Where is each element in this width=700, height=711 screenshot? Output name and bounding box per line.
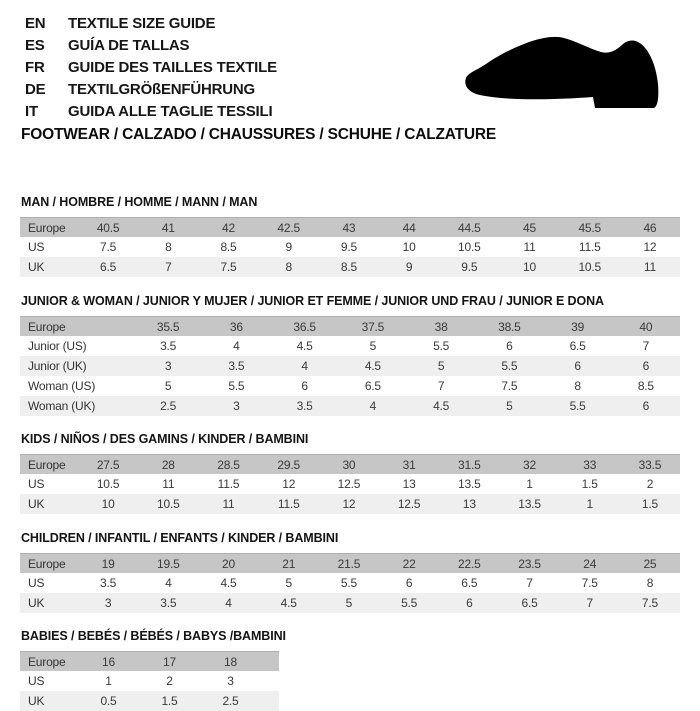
size-value: 11.5 bbox=[217, 477, 240, 491]
size-value: 41 bbox=[161, 221, 175, 235]
size-value: 9.5 bbox=[461, 260, 478, 274]
size-value: 5.5 bbox=[401, 596, 418, 610]
size-value: 25 bbox=[643, 557, 657, 571]
size-value: 33.5 bbox=[638, 458, 662, 472]
size-value: 35.5 bbox=[156, 320, 180, 334]
section-children bbox=[20, 531, 680, 613]
table-row bbox=[20, 336, 680, 356]
language-code: EN bbox=[25, 15, 46, 32]
size-value: 1.5 bbox=[581, 477, 598, 491]
dress-shoe-icon bbox=[462, 33, 662, 113]
table-row bbox=[20, 691, 279, 711]
size-value: 37.5 bbox=[361, 320, 385, 334]
size-value: 8.5 bbox=[637, 379, 654, 393]
row-label: Europe bbox=[28, 221, 66, 235]
row-label: Woman (US) bbox=[28, 379, 96, 393]
size-value: 6 bbox=[466, 596, 473, 610]
section-man bbox=[20, 195, 680, 277]
size-value: 4.5 bbox=[296, 339, 313, 353]
category-heading: FOOTWEAR / CALZADO / CHAUSSURES / SCHUHE / CALZATURE bbox=[21, 126, 496, 143]
size-value: 16 bbox=[102, 655, 115, 669]
table-title-kids: KIDS / NIÑOS / DES GAMINS / KINDER / BAMBINI bbox=[21, 432, 309, 446]
size-value: 5 bbox=[164, 379, 172, 393]
size-value: 44 bbox=[402, 221, 416, 235]
size-value: 12 bbox=[342, 497, 356, 511]
size-value: 1 bbox=[586, 497, 593, 511]
size-value: 19.5 bbox=[157, 557, 180, 571]
size-value: 13 bbox=[462, 497, 476, 511]
size-value: 42 bbox=[222, 221, 235, 235]
size-value: 7.5 bbox=[641, 596, 658, 610]
size-value: 11 bbox=[162, 477, 175, 491]
size-value: 5.5 bbox=[433, 339, 450, 353]
size-value: 7 bbox=[586, 596, 593, 610]
size-value: 6.5 bbox=[100, 260, 117, 274]
size-table-kids bbox=[20, 454, 680, 514]
size-value: 31.5 bbox=[458, 458, 481, 472]
language-title: GUÍA DE TALLAS bbox=[68, 37, 190, 54]
size-table-babies bbox=[20, 651, 279, 711]
row-label: US bbox=[28, 674, 45, 688]
size-value: 32 bbox=[523, 458, 536, 472]
size-value: 29.5 bbox=[277, 458, 300, 472]
size-value: 4 bbox=[301, 359, 308, 373]
language-row-it bbox=[25, 101, 277, 123]
size-value: 8.5 bbox=[220, 240, 237, 254]
size-tables bbox=[20, 195, 680, 711]
size-value: 13.5 bbox=[458, 477, 481, 491]
size-value: 27.5 bbox=[96, 458, 120, 472]
size-value: 10 bbox=[402, 240, 416, 254]
language-code: FR bbox=[25, 59, 45, 76]
row-label: US bbox=[28, 240, 45, 254]
row-label: Junior (US) bbox=[28, 339, 87, 353]
size-value: 7.5 bbox=[100, 240, 117, 254]
language-row-es bbox=[25, 35, 277, 57]
size-value: 1 bbox=[105, 674, 112, 688]
size-value: 5.5 bbox=[501, 359, 518, 373]
size-table-junior-woman bbox=[20, 316, 680, 416]
size-value: 2 bbox=[166, 674, 173, 688]
size-value: 5.5 bbox=[340, 576, 357, 590]
size-value: 31 bbox=[402, 458, 416, 472]
section-babies bbox=[20, 629, 680, 711]
size-value: 11 bbox=[222, 497, 235, 511]
row-label: UK bbox=[28, 596, 45, 610]
size-value: 2 bbox=[646, 477, 654, 491]
size-value: 6.5 bbox=[521, 596, 538, 610]
size-value: 3.5 bbox=[296, 399, 313, 413]
size-value: 20 bbox=[222, 557, 235, 571]
size-value: 4 bbox=[233, 339, 240, 353]
row-label: Europe bbox=[28, 557, 66, 571]
language-row-de bbox=[25, 79, 277, 101]
language-list bbox=[25, 13, 277, 123]
size-value: 4.5 bbox=[364, 359, 381, 373]
table-row bbox=[20, 593, 680, 613]
size-value: 7.5 bbox=[501, 379, 518, 393]
row-label: Woman (UK) bbox=[28, 399, 96, 413]
row-label: UK bbox=[28, 260, 45, 274]
size-value: 3.5 bbox=[100, 576, 117, 590]
size-value: 9 bbox=[405, 260, 413, 274]
size-value: 3 bbox=[164, 359, 172, 373]
table-title-children: CHILDREN / INFANTIL / ENFANTS / KINDER / BAMBINI bbox=[21, 531, 339, 545]
size-value: 8 bbox=[646, 576, 654, 590]
size-value: 8.5 bbox=[340, 260, 357, 274]
size-value: 11.5 bbox=[578, 240, 601, 254]
size-value: 13.5 bbox=[518, 497, 541, 511]
size-value: 6 bbox=[574, 359, 581, 373]
size-value: 10 bbox=[523, 260, 536, 274]
table-title-babies: BABIES / BEBÉS / BÉBÉS / BABYS /BAMBINI bbox=[21, 629, 286, 643]
size-table-man bbox=[20, 217, 680, 277]
table-row bbox=[20, 494, 680, 514]
table-row bbox=[20, 257, 680, 277]
size-value: 45.5 bbox=[578, 221, 601, 235]
size-value: 1 bbox=[526, 477, 533, 491]
size-table-children bbox=[20, 553, 680, 613]
size-value: 8 bbox=[165, 240, 172, 254]
language-title: TEXTILE SIZE GUIDE bbox=[68, 15, 216, 32]
size-value: 3.5 bbox=[228, 359, 245, 373]
row-label: UK bbox=[28, 694, 45, 708]
language-code: IT bbox=[25, 103, 38, 120]
section-kids bbox=[20, 432, 680, 514]
size-value: 39 bbox=[571, 320, 585, 334]
size-value: 4.5 bbox=[220, 576, 237, 590]
size-value: 9 bbox=[285, 240, 292, 254]
size-value: 43 bbox=[342, 221, 356, 235]
size-value: 36 bbox=[229, 320, 243, 334]
row-label: Europe bbox=[28, 458, 66, 472]
size-value: 8 bbox=[574, 379, 581, 393]
size-value: 11 bbox=[523, 240, 536, 254]
row-label: US bbox=[28, 576, 45, 590]
size-value: 22.5 bbox=[458, 557, 481, 571]
language-row-en bbox=[25, 13, 277, 35]
size-value: 40.5 bbox=[96, 221, 120, 235]
header-row bbox=[20, 316, 680, 336]
size-value: 23.5 bbox=[518, 557, 541, 571]
size-value: 3.5 bbox=[160, 596, 177, 610]
size-value: 10.5 bbox=[578, 260, 601, 274]
size-value: 33 bbox=[583, 458, 597, 472]
size-value: 24 bbox=[583, 557, 597, 571]
size-value: 6 bbox=[405, 576, 413, 590]
size-value: 38.5 bbox=[498, 320, 521, 334]
size-value: 6.5 bbox=[461, 576, 478, 590]
size-value: 4 bbox=[225, 596, 232, 610]
size-value: 6.5 bbox=[569, 339, 586, 353]
size-value: 7.5 bbox=[220, 260, 237, 274]
row-label: Junior (UK) bbox=[28, 359, 87, 373]
size-value: 45 bbox=[523, 221, 536, 235]
size-value: 4.5 bbox=[433, 399, 450, 413]
size-value: 8 bbox=[285, 260, 292, 274]
size-value: 12.5 bbox=[397, 497, 421, 511]
size-value: 40 bbox=[639, 320, 653, 334]
row-label: Europe bbox=[28, 655, 66, 669]
size-value: 7 bbox=[437, 379, 445, 393]
size-value: 13 bbox=[402, 477, 416, 491]
size-value: 10.5 bbox=[96, 477, 120, 491]
size-value: 10 bbox=[101, 497, 115, 511]
language-code: ES bbox=[25, 37, 45, 54]
size-value: 21.5 bbox=[337, 557, 361, 571]
size-value: 6 bbox=[642, 359, 650, 373]
size-value: 28 bbox=[161, 458, 175, 472]
language-row-fr bbox=[25, 57, 277, 79]
table-row bbox=[20, 474, 680, 494]
size-value: 1.5 bbox=[161, 694, 178, 708]
size-value: 2.5 bbox=[160, 399, 177, 413]
size-value: 6.5 bbox=[364, 379, 381, 393]
row-label: Europe bbox=[28, 320, 66, 334]
size-value: 7.5 bbox=[581, 576, 598, 590]
size-value: 5 bbox=[369, 339, 377, 353]
size-value: 4 bbox=[165, 576, 172, 590]
size-value: 7 bbox=[526, 576, 533, 590]
table-title-man: MAN / HOMBRE / HOMME / MANN / MAN bbox=[21, 195, 258, 209]
size-value: 10.5 bbox=[157, 497, 180, 511]
size-value: 17 bbox=[163, 655, 176, 669]
size-value: 30 bbox=[342, 458, 356, 472]
size-value: 28.5 bbox=[217, 458, 240, 472]
size-value: 44.5 bbox=[458, 221, 481, 235]
header-row bbox=[20, 454, 680, 474]
size-value: 12 bbox=[282, 477, 296, 491]
table-row bbox=[20, 237, 680, 257]
size-value: 2.5 bbox=[222, 694, 239, 708]
size-value: 5 bbox=[285, 576, 292, 590]
size-value: 3 bbox=[227, 674, 234, 688]
table-row bbox=[20, 396, 680, 416]
row-label: US bbox=[28, 477, 45, 491]
size-value: 5 bbox=[437, 359, 445, 373]
size-value: 5 bbox=[345, 596, 353, 610]
size-value: 4.5 bbox=[280, 596, 297, 610]
size-value: 12 bbox=[643, 240, 657, 254]
table-row bbox=[20, 356, 680, 376]
size-value: 42.5 bbox=[277, 221, 300, 235]
size-value: 3 bbox=[233, 399, 240, 413]
language-title: GUIDA ALLE TAGLIE TESSILI bbox=[68, 103, 273, 120]
size-value: 4 bbox=[369, 399, 377, 413]
size-value: 21 bbox=[282, 557, 296, 571]
size-value: 6 bbox=[506, 339, 513, 353]
size-value: 11 bbox=[643, 260, 656, 274]
size-value: 46 bbox=[643, 221, 657, 235]
size-value: 18 bbox=[224, 655, 237, 669]
size-value: 10.5 bbox=[458, 240, 481, 254]
size-value: 3.5 bbox=[160, 339, 177, 353]
size-value: 1.5 bbox=[641, 497, 658, 511]
language-title: TEXTILGRÖßENFÜHRUNG bbox=[68, 81, 256, 98]
size-value: 36.5 bbox=[293, 320, 316, 334]
table-row bbox=[20, 671, 279, 691]
header-row bbox=[20, 217, 680, 237]
language-code: DE bbox=[25, 81, 46, 98]
size-value: 9.5 bbox=[340, 240, 357, 254]
size-value: 5.5 bbox=[228, 379, 245, 393]
language-title: GUIDE DES TAILLES TEXTILE bbox=[68, 59, 277, 76]
header-row bbox=[20, 553, 680, 573]
size-value: 7 bbox=[165, 260, 172, 274]
size-value: 0.5 bbox=[100, 694, 117, 708]
size-value: 6 bbox=[301, 379, 308, 393]
table-row bbox=[20, 573, 680, 593]
table-row bbox=[20, 376, 680, 396]
size-value: 5 bbox=[506, 399, 513, 413]
size-value: 38 bbox=[434, 320, 448, 334]
size-value: 12.5 bbox=[337, 477, 361, 491]
size-value: 6 bbox=[642, 399, 650, 413]
size-value: 22 bbox=[402, 557, 416, 571]
size-value: 7 bbox=[642, 339, 650, 353]
size-value: 5.5 bbox=[569, 399, 586, 413]
row-label: UK bbox=[28, 497, 45, 511]
size-value: 11.5 bbox=[277, 497, 300, 511]
section-junior-woman bbox=[20, 294, 680, 416]
header-row bbox=[20, 651, 279, 671]
size-value: 19 bbox=[101, 557, 115, 571]
table-title-junior-woman: JUNIOR & WOMAN / JUNIOR Y MUJER / JUNIOR ET FEMME / JUNIOR UND FRAU / JUNIOR E DONA bbox=[21, 294, 604, 308]
size-value: 3 bbox=[104, 596, 112, 610]
